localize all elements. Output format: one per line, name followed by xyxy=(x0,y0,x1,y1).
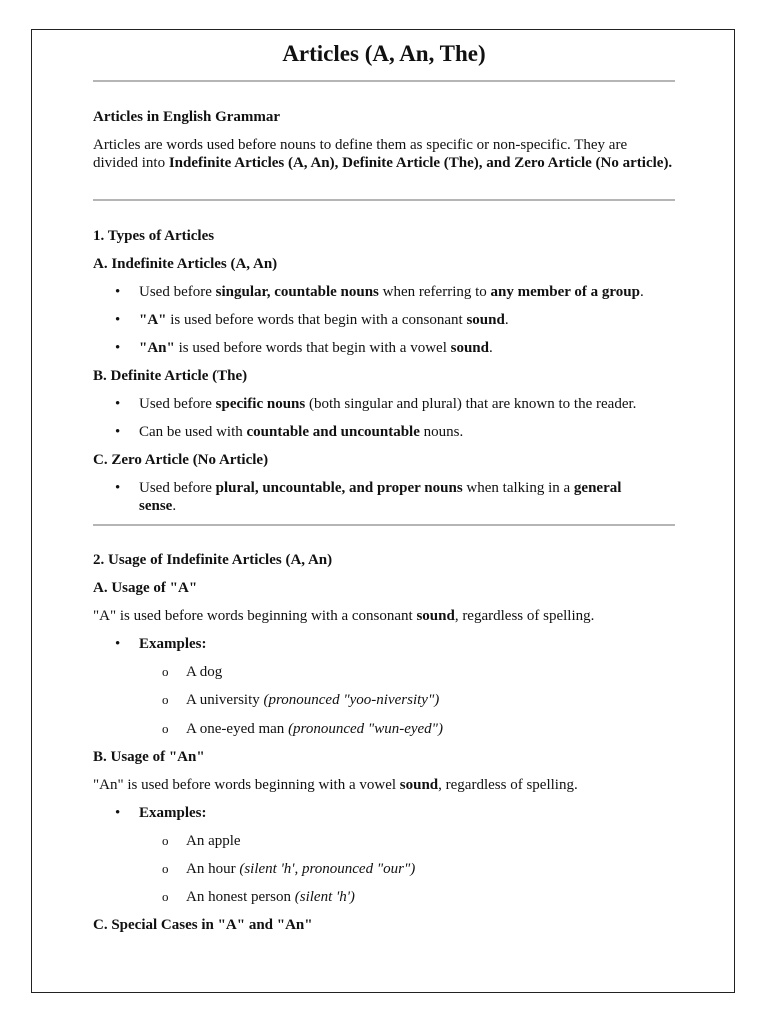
examples-label: Examples: xyxy=(139,636,207,652)
subheading-special-cases: C. Special Cases in "A" and "An" xyxy=(93,917,313,933)
example-note: (pronounced "wun-eyed") xyxy=(288,721,443,737)
divider xyxy=(93,199,675,201)
example-text: A university xyxy=(186,692,264,708)
list-item-text: Used before xyxy=(139,284,216,300)
bullet-marker: • xyxy=(115,636,121,652)
sub-bullet-marker: o xyxy=(162,861,169,876)
subheading-definite: B. Definite Article (The) xyxy=(93,368,248,384)
list-item-text: is used before words that begin with a vowel xyxy=(174,340,451,356)
sub-bullet-marker: o xyxy=(162,833,169,848)
page-title: Articles (A, An, The) xyxy=(282,41,486,66)
section-heading-usage: 2. Usage of Indefinite Articles (A, An) xyxy=(93,552,333,568)
paragraph-text: , regardless of spelling. xyxy=(438,777,578,793)
examples-label: Examples: xyxy=(139,805,207,821)
bullet-marker: • xyxy=(115,396,121,412)
list-item-text: nouns. xyxy=(419,424,464,440)
list-item-text: Used before xyxy=(139,396,216,412)
example-text: An honest person xyxy=(186,889,295,905)
section-heading-types: 1. Types of Articles xyxy=(93,228,215,244)
divider xyxy=(93,524,675,526)
example-note: (silent 'h') xyxy=(294,889,355,905)
usage-a-paragraph xyxy=(93,607,594,625)
list-item-bold: sound xyxy=(466,312,505,328)
list-item-text: . xyxy=(504,312,509,328)
example-text: A dog xyxy=(186,664,223,680)
sub-bullet-marker: o xyxy=(162,721,169,736)
list-item-text: (both singular and plural) that are known to the reader. xyxy=(305,396,637,412)
list-item-bold: "An" xyxy=(139,340,175,356)
sub-bullet-marker: o xyxy=(162,692,169,707)
bullet-marker: • xyxy=(115,284,121,300)
bullet-marker: • xyxy=(115,340,121,356)
intro-text-bold: Indefinite Articles (A, An), Definite Article (The), and Zero Article (No article). xyxy=(168,155,673,171)
divider xyxy=(93,80,675,82)
list-item-bold: plural, uncountable, and proper nouns xyxy=(215,480,463,496)
list-item-text: Can be used with xyxy=(139,424,247,440)
sub-bullet-marker: o xyxy=(162,664,169,679)
bullet-marker: • xyxy=(115,312,121,328)
list-item-bold: general xyxy=(573,480,622,496)
list-item-text: Used before xyxy=(139,480,216,496)
list-item-text: is used before words that begin with a consonant xyxy=(166,312,467,328)
list-item-bold: sense xyxy=(139,498,173,514)
list-item-text: . xyxy=(639,284,644,300)
list-item-bold: any member of a group xyxy=(490,284,640,300)
list-item-bold: sound xyxy=(450,340,489,356)
sub-bullet-marker: o xyxy=(162,889,169,904)
list-item-text: when talking in a xyxy=(462,480,574,496)
bullet-marker: • xyxy=(115,424,121,440)
subheading-indefinite: A. Indefinite Articles (A, An) xyxy=(93,256,278,272)
example-text: An apple xyxy=(186,833,241,849)
list-item-bold: singular, countable nouns xyxy=(215,284,379,300)
list-item-text: . xyxy=(489,340,493,356)
bullet-marker: • xyxy=(115,480,121,496)
intro-text: Articles are words used before nouns to define them as specific or non-specific. They are divided into xyxy=(93,137,628,171)
list-item-bold: "A" xyxy=(139,312,167,328)
document-page xyxy=(31,29,735,993)
intro-paragraph xyxy=(93,136,675,172)
list-item-bold: specific nouns xyxy=(215,396,306,412)
paragraph-bold: sound xyxy=(416,608,455,624)
list-item-text: . xyxy=(172,498,177,514)
intro-heading: Articles in English Grammar xyxy=(93,109,281,125)
paragraph-text: "An" is used before words beginning with a vowel xyxy=(93,777,400,793)
example-text: A one-eyed man xyxy=(186,721,289,737)
paragraph-text: "A" is used before words beginning with a consonant xyxy=(93,608,417,624)
example-text: An hour xyxy=(186,861,240,877)
subheading-zero: C. Zero Article (No Article) xyxy=(93,452,269,468)
bullet-marker: • xyxy=(115,805,121,821)
paragraph-text: , regardless of spelling. xyxy=(454,608,595,624)
subheading-usage-a: A. Usage of "A" xyxy=(93,580,198,596)
usage-an-paragraph xyxy=(93,776,578,794)
example-note: (silent 'h', pronounced "our") xyxy=(239,861,416,877)
list-item-bold: countable and uncountable xyxy=(246,424,420,440)
subheading-usage-an: B. Usage of "An" xyxy=(93,749,205,765)
paragraph-bold: sound xyxy=(399,777,439,793)
list-item-text: when referring to xyxy=(378,284,491,300)
example-note: (pronounced "yoo-niversity") xyxy=(263,692,440,708)
